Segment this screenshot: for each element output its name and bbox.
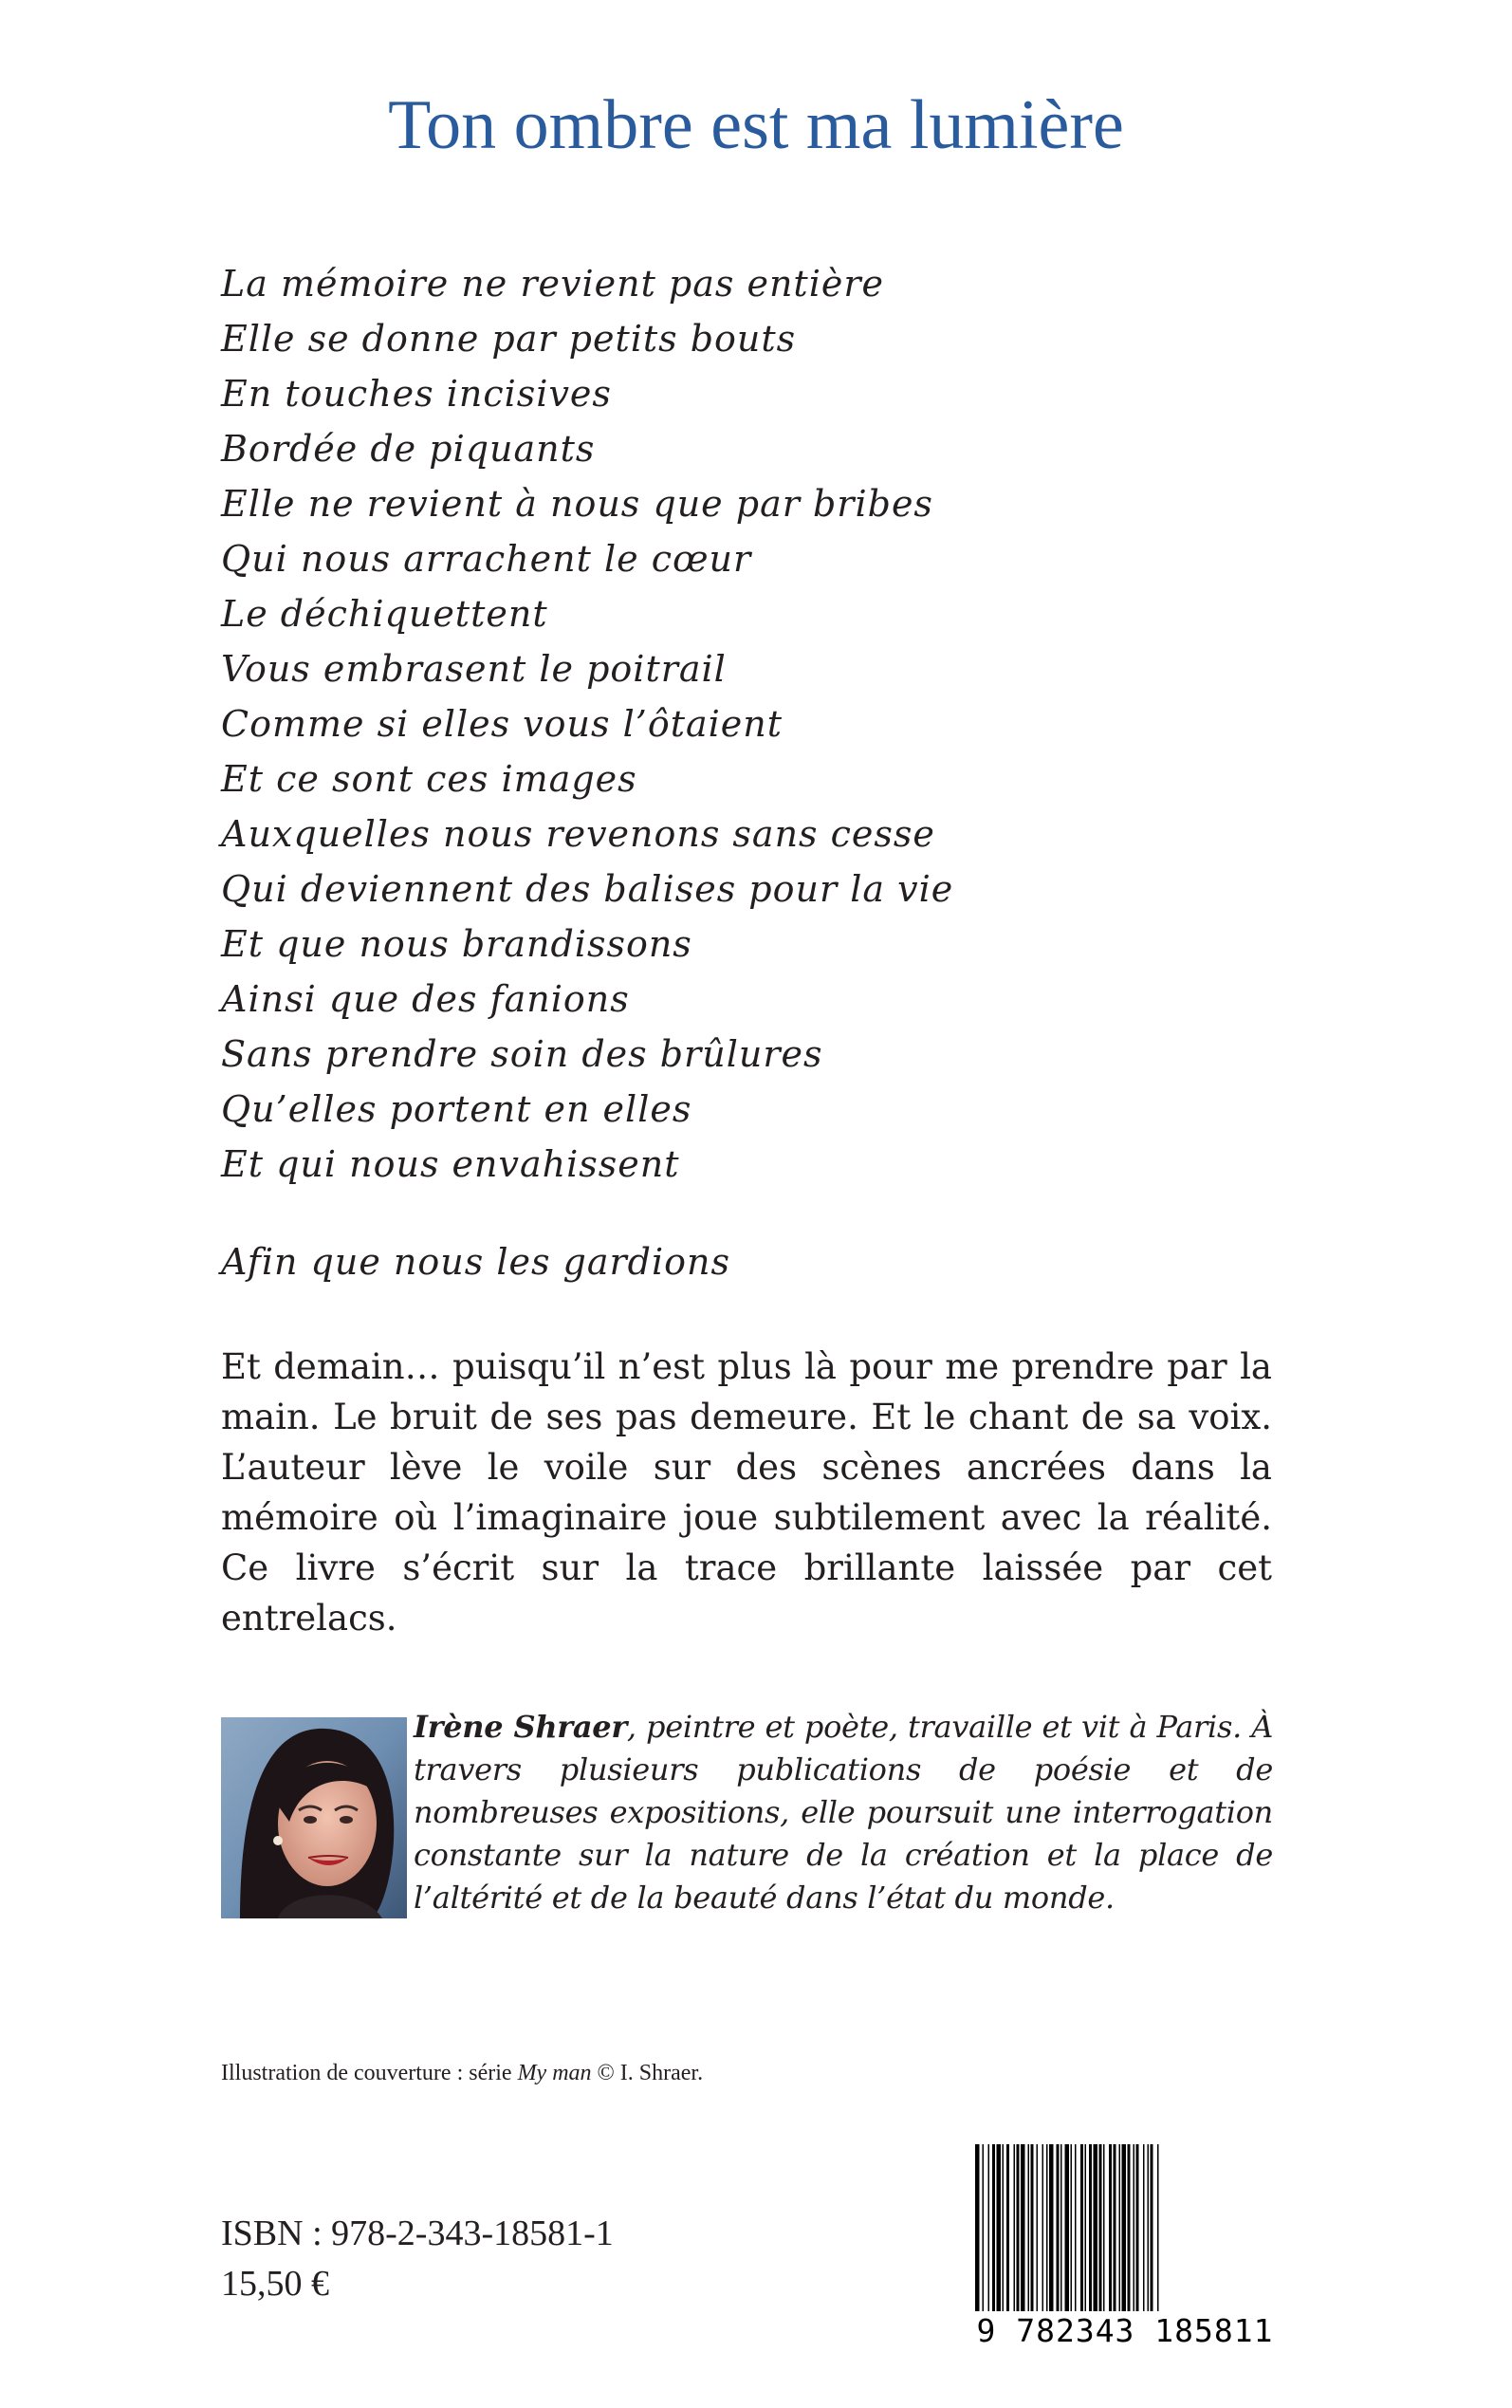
poem-line: Ainsi que des fanions — [221, 978, 630, 1020]
author-bio — [414, 1706, 1273, 1919]
barcode-bar — [1151, 2144, 1153, 2311]
poem-line: Sans prendre soin des brûlures — [221, 1033, 823, 1075]
barcode-bar — [1031, 2144, 1034, 2311]
barcode-bar — [1065, 2144, 1070, 2311]
poem-coda: Afin que nous les gardions — [221, 1241, 731, 1283]
poem-line: Elle ne revient à nous que par bribes — [221, 483, 933, 525]
barcode-bar — [1109, 2144, 1112, 2311]
barcode-bar — [1157, 2144, 1159, 2311]
barcode-bar — [1119, 2144, 1121, 2311]
cover-credit — [221, 2061, 1075, 2086]
barcode-bar — [1071, 2144, 1073, 2311]
poem-line: Qui nous arrachent le cœur — [221, 538, 752, 580]
poem-line: Vous embrasent le poitrail — [221, 648, 727, 690]
poem-line: Et que nous brandissons — [221, 923, 692, 965]
barcode-bar — [983, 2144, 985, 2311]
isbn: ISBN : 978-2-343-18581-1 — [221, 2214, 614, 2253]
barcode-bar — [1042, 2144, 1044, 2311]
barcode-bar — [1037, 2144, 1039, 2311]
barcode-bar — [1134, 2144, 1135, 2311]
barcode-digits: 9 782343 185811 — [976, 2312, 1274, 2349]
credit-prefix: Illustration de couverture : série — [221, 2061, 518, 2085]
barcode-bar — [1003, 2144, 1005, 2311]
poem-line: Auxquelles nous revenons sans cesse — [221, 813, 935, 855]
book-blurb: Et demain… puisqu’il n’est plus là pour me prendre par la main. Le bruit de ses pas demeure. Et le chant de sa voix. L’auteur lève le voile sur des scènes ancrées dans la mémoire où l’imaginaire joue subtilement avec la réalité. Ce livre s’écrit sur la trace brillante laissée par cet entrelacs. — [221, 1346, 1272, 1639]
poem-line: Bordée de piquants — [221, 428, 596, 470]
barcode-bar — [1021, 2144, 1025, 2311]
barcode-bar — [1014, 2144, 1016, 2311]
barcode-bar — [1017, 2144, 1020, 2311]
barcode-bar — [1028, 2144, 1030, 2311]
poem-line: Et qui nous envahissent — [221, 1143, 680, 1185]
barcode-bar — [1085, 2144, 1087, 2311]
barcode-bar — [1060, 2144, 1062, 2311]
credit-series: My man — [517, 2061, 592, 2085]
poem — [221, 256, 1312, 1192]
barcode-bar — [1089, 2144, 1092, 2311]
author-portrait — [221, 1717, 407, 1918]
barcode-bar — [1136, 2144, 1139, 2311]
barcode-bar — [1128, 2144, 1131, 2311]
poem-line: En touches incisives — [221, 373, 612, 415]
barcode-bar — [1049, 2144, 1054, 2311]
poem-line: Et ce sont ces images — [221, 758, 637, 800]
credit-suffix: © I. Shraer. — [591, 2061, 704, 2085]
poem-line: Elle se donne par petits bouts — [221, 318, 797, 360]
poem-line: Comme si elles vous l’ôtaient — [221, 703, 784, 745]
barcode-bar — [1006, 2144, 1009, 2311]
price: 15,50 € — [221, 2264, 329, 2304]
barcode-bar — [1148, 2144, 1150, 2311]
book-title: Ton ombre est ma lumière — [388, 86, 1124, 164]
barcode-bar — [1046, 2144, 1048, 2311]
barcode-bar — [1094, 2144, 1098, 2311]
barcode-bar — [992, 2144, 995, 2311]
barcode-bar — [1103, 2144, 1105, 2311]
poem-line: Le déchiquettent — [221, 593, 548, 635]
author-name: Irène Shraer — [414, 1709, 627, 1745]
barcode-bar — [997, 2144, 1002, 2311]
barcode-bar — [1122, 2144, 1127, 2311]
author-bio-text: , peintre et poète, travaille et vit à Paris. À travers plusieurs publications de poésie et de nombreuses expositions, elle poursuit une interrogation constante sur la nature de la création et la place de l’altérité et de la beauté dans l’état du monde. — [414, 1709, 1274, 1916]
barcode-bar — [1057, 2144, 1060, 2311]
poem-line: La mémoire ne revient pas entière — [221, 263, 885, 305]
barcode-bar — [1114, 2144, 1116, 2311]
poem-line: Qu’elles portent en elles — [221, 1088, 692, 1130]
barcode-bar — [1099, 2144, 1102, 2311]
barcode-bar — [975, 2144, 980, 2311]
barcode-bar — [988, 2144, 990, 2311]
poem-line: Qui deviennent des balises pour la vie — [221, 868, 954, 910]
barcode-bar — [1075, 2144, 1077, 2311]
barcode-bar — [1143, 2144, 1145, 2311]
barcode-bar — [1080, 2144, 1083, 2311]
